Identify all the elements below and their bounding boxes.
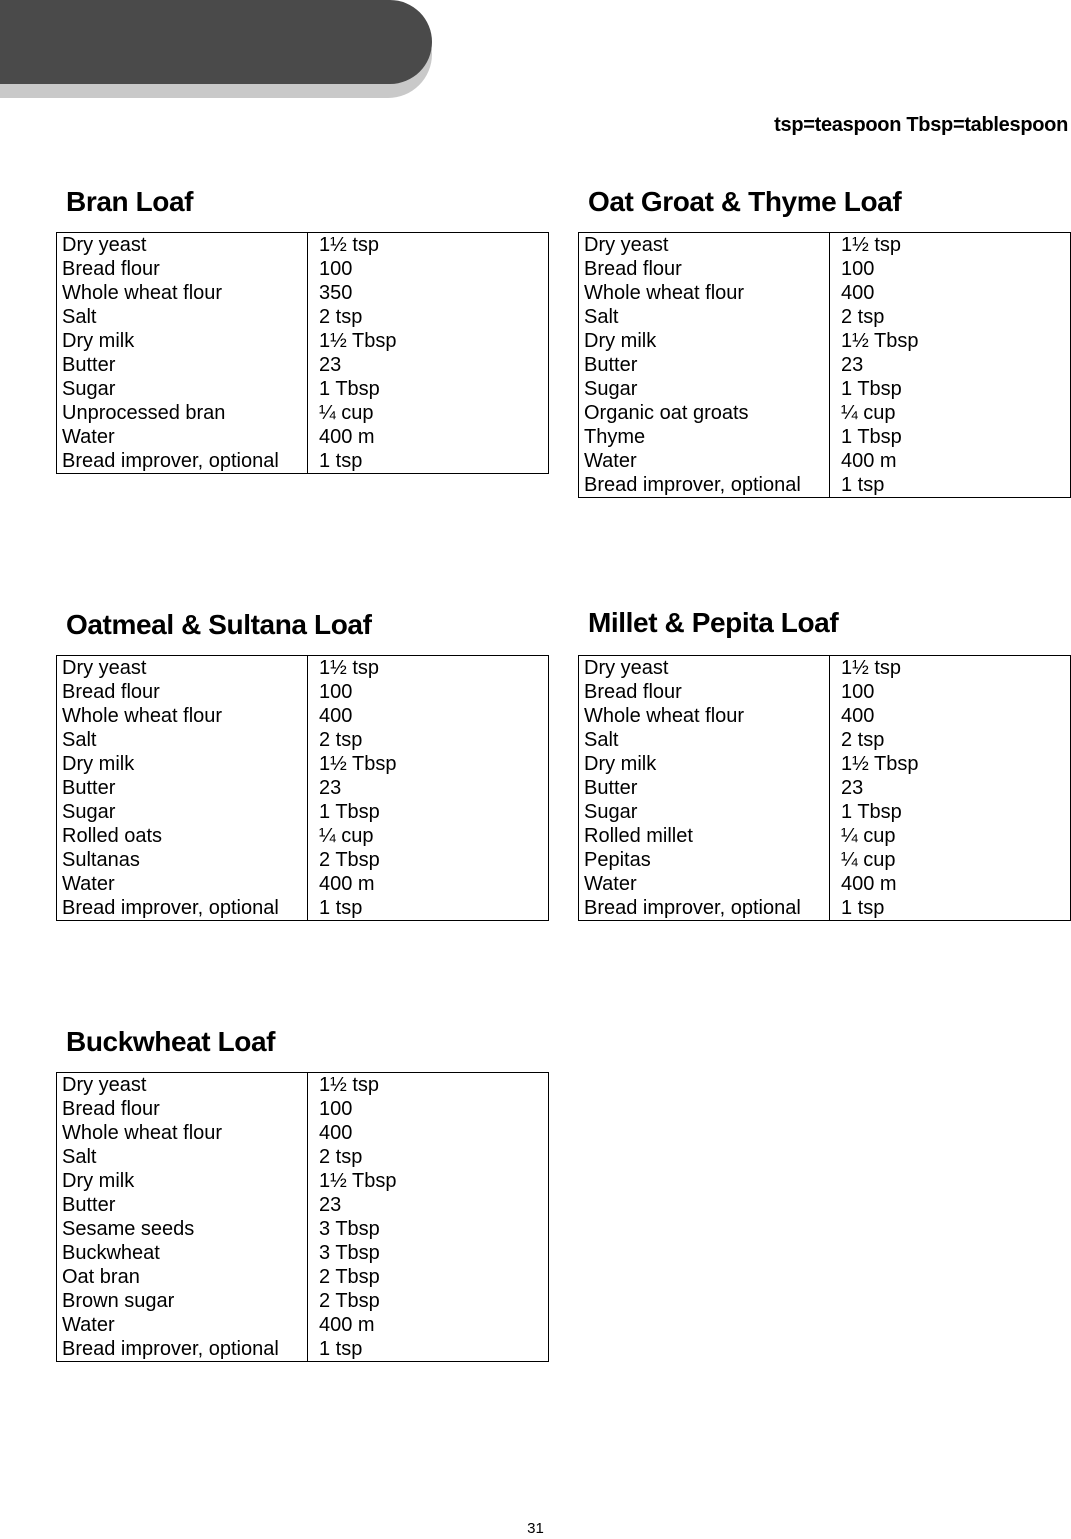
ingredient-table [56,1072,549,1362]
ingredient-name: Bread flour [62,681,160,703]
ingredient-name: Dry milk [62,1170,135,1192]
ingredient-name: Butter [62,1194,116,1216]
recipe-oat-groat-thyme-loaf [578,185,1071,498]
ingredient-amount: 1 Tbsp [319,801,380,823]
ingredient-amount: 23 [841,354,864,376]
ingredient-amount: 1½ Tbsp [319,1170,397,1192]
ingredient-name: Buckwheat [62,1242,160,1264]
ingredient-amount: 400 m [319,426,375,448]
ingredient-name: Sugar [584,801,638,823]
page-number: 31 [527,1520,544,1537]
ingredient-name: Butter [62,777,116,799]
ingredient-table [56,232,549,474]
ingredient-name: Pepitas [584,849,651,871]
ingredient-amount: 1 tsp [841,474,885,496]
ingredient-table [578,655,1071,921]
ingredient-column [57,656,308,920]
recipe-millet-pepita-loaf [578,606,1071,921]
ingredient-amount: 400 [319,705,353,727]
ingredient-name: Rolled oats [62,825,163,847]
ingredient-column [57,233,308,473]
ingredient-name: Sugar [62,378,116,400]
ingredient-amount: 2 tsp [841,306,885,328]
ingredient-amount: 23 [319,354,342,376]
ingredient-amount: 1 Tbsp [841,378,902,400]
ingredient-name: Dry milk [584,330,657,352]
ingredient-amount: 400 [841,705,875,727]
ingredient-amount: 1½ tsp [319,657,380,679]
ingredient-amount: 2 tsp [319,306,363,328]
ingredient-amount: 1½ Tbsp [319,753,397,775]
amount-column [830,233,1070,497]
ingredient-amount: 1½ Tbsp [841,330,919,352]
ingredient-amount: 2 Tbsp [319,1266,380,1288]
ingredient-amount: 1 tsp [319,450,363,472]
ingredient-name: Rolled millet [584,825,693,847]
ingredient-name: Water [62,1314,115,1336]
ingredient-name: Bread improver, optional [62,450,279,472]
recipe-title: Oat Groat & Thyme Loaf [588,186,902,217]
ingredient-amount: 400 m [319,873,375,895]
ingredient-name: Bread improver, optional [584,474,801,496]
ingredient-name: Dry milk [62,753,135,775]
ingredient-amount: 3 Tbsp [319,1242,380,1264]
ingredient-amount: 2 tsp [319,1146,363,1168]
ingredient-amount: ¼ cup [841,849,896,871]
recipe-title: Bran Loaf [66,186,194,217]
ingredient-name: Water [62,426,115,448]
ingredient-name: Bread flour [584,681,682,703]
ingredient-name: Thyme [584,426,646,448]
ingredient-name: Dry yeast [62,1074,147,1096]
ingredient-name: Dry yeast [62,234,147,256]
ingredient-amount: ¼ cup [319,402,374,424]
ingredient-name: Butter [62,354,116,376]
ingredient-name: Dry yeast [584,234,669,256]
ingredient-amount: 2 Tbsp [319,1290,380,1312]
ingredient-amount: 1 tsp [319,897,363,919]
ingredient-name: Whole wheat flour [584,282,745,304]
ingredient-name: Bread improver, optional [62,1338,279,1360]
ingredient-name: Water [584,450,637,472]
ingredient-column [579,233,830,497]
ingredient-amount: 400 m [841,450,897,472]
ingredient-name: Bread flour [584,258,682,280]
ingredient-amount: 23 [319,777,342,799]
recipe-title: Buckwheat Loaf [66,1026,276,1057]
ingredient-amount: ¼ cup [319,825,374,847]
ingredient-name: Bread flour [62,1098,160,1120]
amount-column [830,656,1070,920]
ingredient-amount: 1½ tsp [841,657,902,679]
ingredient-name: Bread improver, optional [584,897,801,919]
ingredient-name: Brown sugar [62,1290,175,1312]
ingredient-amount: 1 Tbsp [319,378,380,400]
ingredient-amount: 1½ Tbsp [319,330,397,352]
ingredient-amount: 100 [841,681,875,703]
ingredient-amount: 1½ tsp [319,1074,380,1096]
ingredient-amount: 400 m [319,1314,375,1336]
ingredient-amount: 100 [319,681,353,703]
recipe-title: Millet & Pepita Loaf [588,607,839,638]
ingredient-name: Butter [584,354,638,376]
ingredient-amount: 2 Tbsp [319,849,380,871]
ingredient-name: Salt [584,729,619,751]
ingredient-name: Unprocessed bran [62,402,226,424]
units-legend: tsp=teaspoon Tbsp=tablespoon [774,114,1068,136]
recipe-buckwheat-loaf [56,1025,549,1362]
ingredient-amount: 1 Tbsp [841,426,902,448]
amount-column [308,233,548,473]
ingredient-name: Salt [62,729,97,751]
ingredient-amount: 1½ Tbsp [841,753,919,775]
ingredient-table [56,655,549,921]
ingredient-name: Whole wheat flour [62,1122,223,1144]
header-tab [0,0,432,84]
ingredient-amount: 400 m [841,873,897,895]
ingredient-name: Bread improver, optional [62,897,279,919]
ingredient-amount: 3 Tbsp [319,1218,380,1240]
ingredient-amount: 1½ tsp [319,234,380,256]
ingredient-name: Salt [62,1146,97,1168]
ingredient-amount: 100 [319,1098,353,1120]
ingredient-name: Bread flour [62,258,160,280]
ingredient-column [579,656,830,920]
ingredient-name: Whole wheat flour [62,282,223,304]
ingredient-name: Sugar [584,378,638,400]
ingredient-amount: 2 tsp [841,729,885,751]
ingredient-amount: 400 [841,282,875,304]
ingredient-name: Whole wheat flour [584,705,745,727]
ingredient-name: Dry milk [62,330,135,352]
ingredient-name: Dry yeast [62,657,147,679]
ingredient-name: Whole wheat flour [62,705,223,727]
ingredient-amount: 100 [841,258,875,280]
ingredient-name: Oat bran [62,1266,140,1288]
ingredient-name: Sugar [62,801,116,823]
ingredient-amount: 1 Tbsp [841,801,902,823]
ingredient-name: Dry yeast [584,657,669,679]
amount-column [308,1073,548,1361]
ingredient-name: Sesame seeds [62,1218,195,1240]
ingredient-amount: 400 [319,1122,353,1144]
ingredient-name: Dry milk [584,753,657,775]
ingredient-amount: 100 [319,258,353,280]
ingredient-amount: ¼ cup [841,825,896,847]
ingredient-amount: 23 [319,1194,342,1216]
ingredient-amount: 2 tsp [319,729,363,751]
ingredient-name: Water [62,873,115,895]
amount-column [308,656,548,920]
ingredient-amount: 1 tsp [841,897,885,919]
ingredient-name: Salt [584,306,619,328]
ingredient-amount: 1½ tsp [841,234,902,256]
ingredient-column [57,1073,308,1361]
ingredient-table [578,232,1071,498]
ingredient-name: Water [584,873,637,895]
ingredient-amount: ¼ cup [841,402,896,424]
ingredient-amount: 23 [841,777,864,799]
ingredient-name: Salt [62,306,97,328]
ingredient-amount: 350 [319,282,353,304]
ingredient-name: Sultanas [62,849,140,871]
ingredient-name: Butter [584,777,638,799]
recipe-title: Oatmeal & Sultana Loaf [66,609,372,640]
recipe-oatmeal-sultana-loaf [56,608,549,921]
ingredient-name: Organic oat groats [584,402,749,424]
ingredient-amount: 1 tsp [319,1338,363,1360]
recipe-bran-loaf [56,185,549,474]
